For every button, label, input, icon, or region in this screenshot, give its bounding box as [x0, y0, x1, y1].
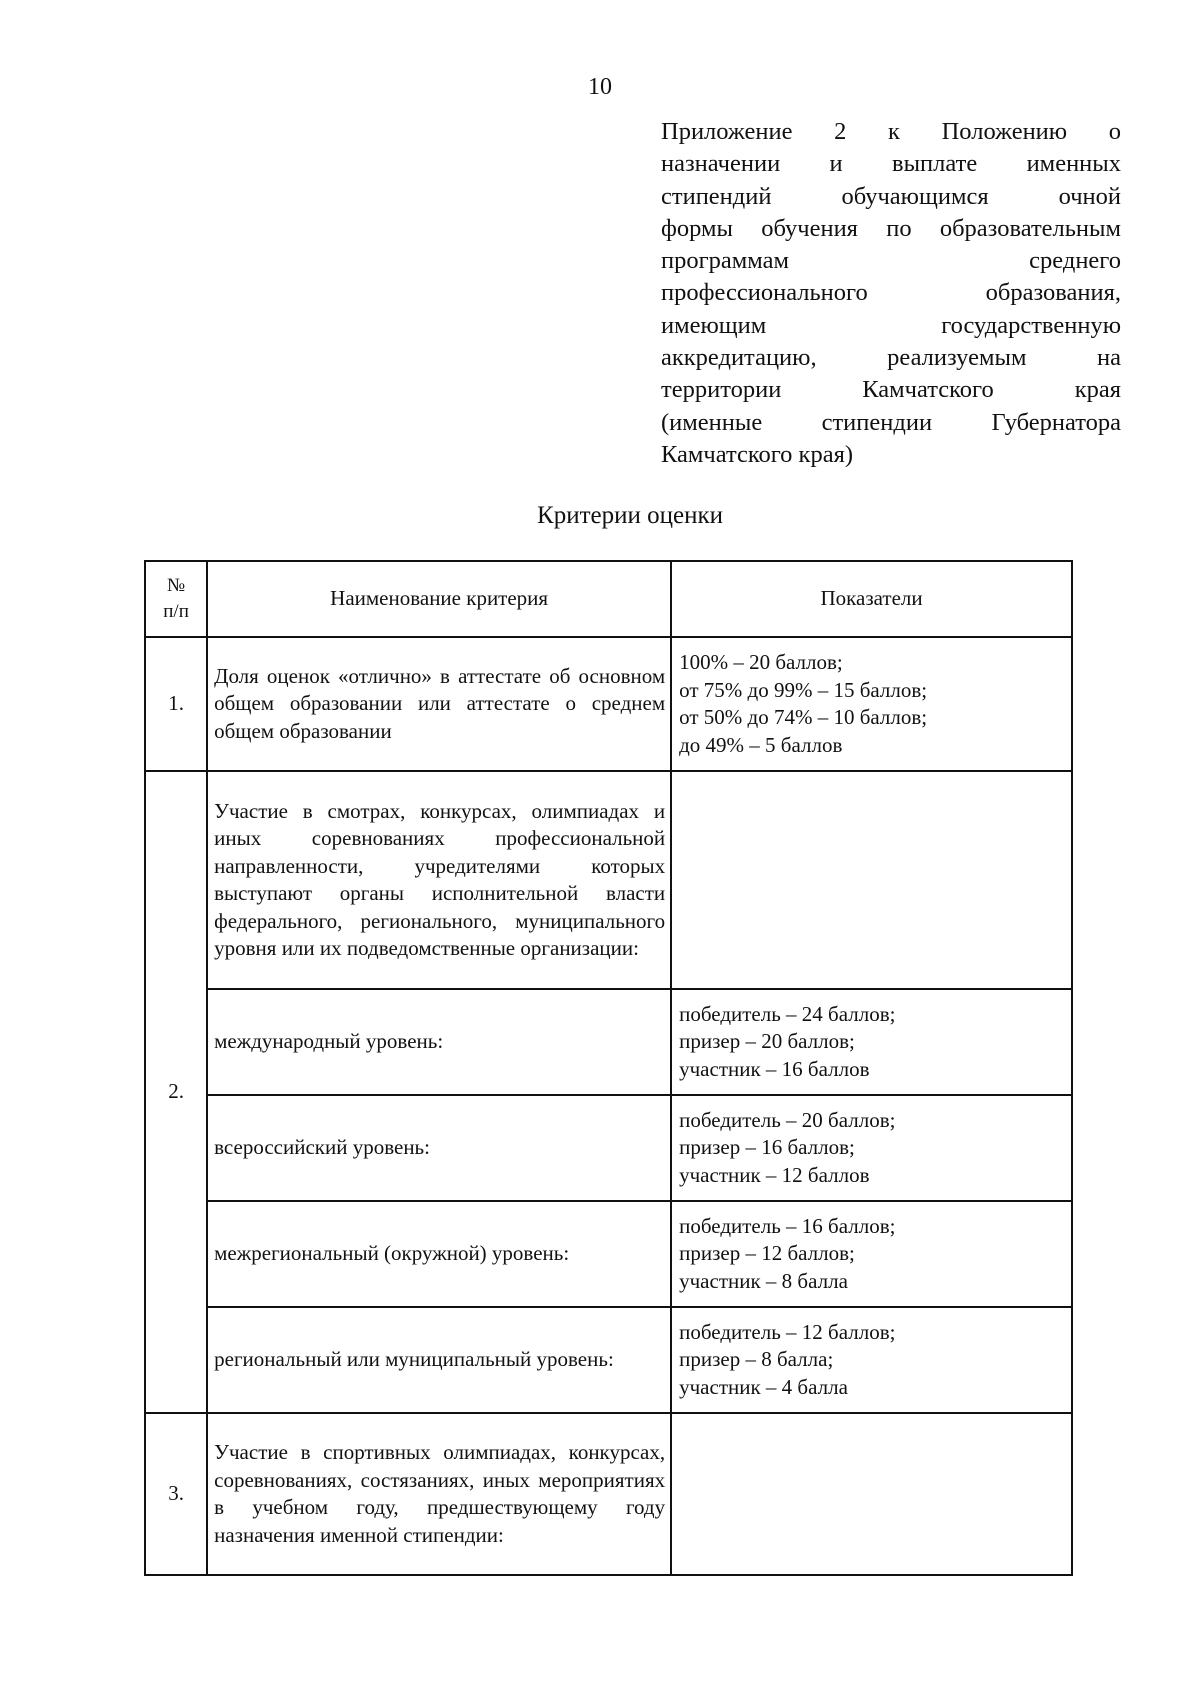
annex-reference [661, 116, 1121, 471]
header-indicators: Показатели [671, 561, 1072, 637]
page-number: 10 [588, 74, 612, 100]
indicator-line: победитель – 24 баллов; [679, 1001, 896, 1026]
indicator-line: участник – 8 балла [679, 1268, 848, 1293]
criterion-name-cell [207, 771, 671, 989]
header-name: Наименование критерия [207, 561, 671, 637]
indicator-line: участник – 4 балла [679, 1374, 848, 1399]
annex-line: Приложение 2 к Положению о [661, 118, 1121, 145]
criterion-name-cell [207, 1413, 671, 1575]
indicator-line: победитель – 12 баллов; [679, 1319, 896, 1344]
indicators-cell [671, 989, 1072, 1095]
header-num-label: № п/п [163, 575, 189, 622]
header-num [145, 561, 207, 637]
indicator-line: от 75% до 99% – 15 баллов; [679, 677, 928, 702]
table-row [145, 1413, 1072, 1575]
criteria-table [144, 560, 1073, 1576]
indicator-line: участник – 12 баллов [679, 1162, 870, 1187]
criterion-level: межрегиональный (окружной) уровень: [214, 1241, 570, 1266]
annex-line: программам среднего [661, 247, 1121, 275]
annex-line: территории Камчатского края [661, 376, 1121, 404]
annex-line: профессионального образования, [661, 279, 1121, 307]
criterion-name: Участие в смотрах, конкурсах, олимпиадах и иных соревнованиях профессиональной направленности, учредителями которых выступают органы исполнительной власти федерального, регионального, муниципального уровня или их подведомственные организации: [214, 798, 666, 960]
indicator-line: призер – 20 баллов; [679, 1029, 855, 1054]
indicators-cell [671, 1413, 1072, 1575]
indicator-line: участник – 16 баллов [679, 1056, 870, 1081]
indicator-line: призер – 12 баллов; [679, 1241, 855, 1266]
criterion-level-cell [207, 989, 671, 1095]
criterion-level: международный уровень: [214, 1029, 444, 1054]
indicators-cell [671, 1307, 1072, 1413]
annex-line: аккредитацию, реализуемым на [661, 344, 1121, 372]
annex-line: формы обучения по образовательным [661, 214, 1121, 242]
indicators-cell [671, 1095, 1072, 1201]
row-number: 2. [145, 771, 207, 1413]
table-row [145, 637, 1072, 771]
indicators-cell [671, 771, 1072, 989]
indicator-line: до 49% – 5 баллов [679, 732, 843, 757]
table-subrow [145, 989, 1072, 1095]
criterion-level-cell [207, 1201, 671, 1307]
criterion-level: региональный или муниципальный уровень: [214, 1347, 614, 1372]
criterion-level: всероссийский уровень: [214, 1135, 430, 1160]
criterion-name: Участие в спортивных олимпиадах, конкурсах, соревнованиях, состязаниях, иных мероприятиях в учебном году, предшествующему году назначения именной стипендии: [214, 1440, 666, 1547]
criterion-name: Доля оценок «отлично» в аттестате об основном общем образовании или аттестате о среднем общем образовании [214, 663, 666, 743]
annex-line: (именные стипендии Губернатора [661, 408, 1121, 436]
criterion-level-cell [207, 1095, 671, 1201]
row-number: 1. [145, 637, 207, 771]
indicators-cell [671, 1201, 1072, 1307]
criterion-level-cell [207, 1307, 671, 1413]
table-subrow [145, 1307, 1072, 1413]
indicator-line: победитель – 16 баллов; [679, 1213, 896, 1238]
table-subrow [145, 1201, 1072, 1307]
annex-line: Камчатского края) [661, 440, 854, 468]
annex-line: назначении и выплате именных [661, 150, 1121, 178]
table-subrow [145, 1095, 1072, 1201]
indicator-line: призер – 8 балла; [679, 1347, 834, 1372]
indicator-line: от 50% до 74% – 10 баллов; [679, 705, 928, 729]
annex-line: имеющим государственную [661, 311, 1121, 339]
indicator-line: призер – 16 баллов; [679, 1135, 855, 1160]
indicator-line: 100% – 20 баллов; [679, 650, 843, 674]
indicator-line: победитель – 20 баллов; [679, 1107, 896, 1132]
annex-line: стипендий обучающимся очной [661, 182, 1121, 210]
table-row [145, 771, 1072, 989]
criterion-name-cell [207, 637, 671, 771]
row-number: 3. [145, 1413, 207, 1575]
table-header-row [145, 561, 1072, 637]
document-title: Критерии оценки [537, 502, 723, 529]
indicators-cell [671, 637, 1072, 771]
